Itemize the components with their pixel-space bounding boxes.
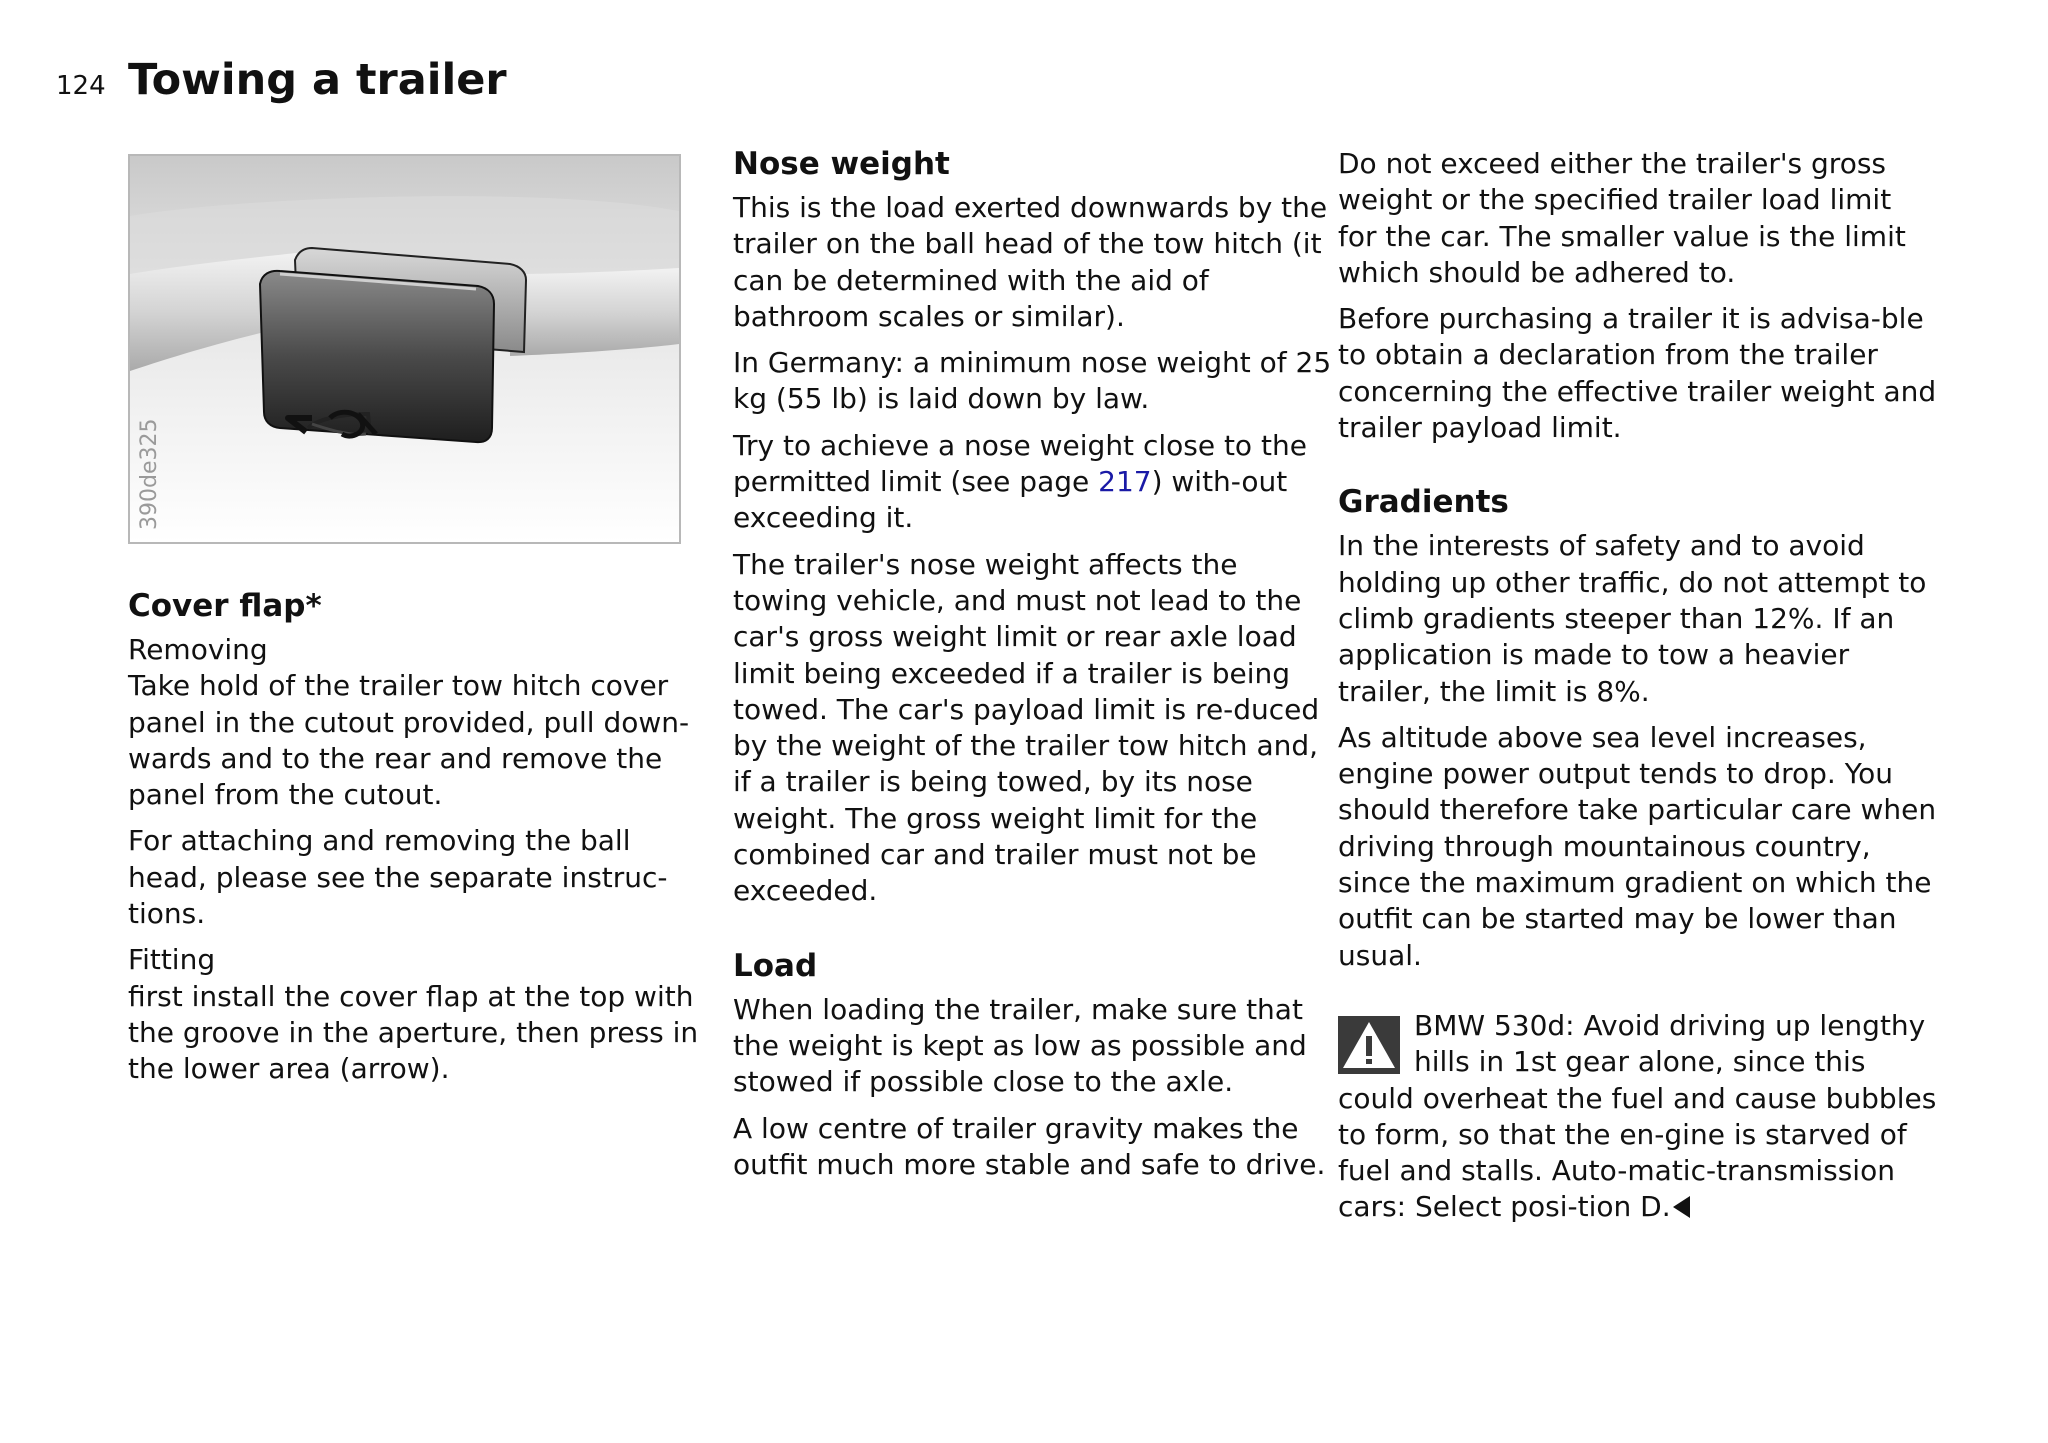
cover-flap-heading: Cover flap* [128,588,322,624]
nose-weight-paragraph-4: The trailer's nose weight affects the towing vehicle, and must not lead to the car's gross weight limit or rear axle load limit being exceeded if a trailer is being towed. The car's payload limit is re-duced by the weight of the trailer tow hitch and, if a trailer is being towed, by its nose weight. The gross weight limit for the combined car and trailer must not be exceeded. [733,547,1320,908]
ball-head-paragraph: For attaching and removing the ball head, please see the separate instruc-tions. [128,824,668,931]
nose-weight-heading: Nose weight [733,146,950,182]
nose-weight-paragraph-1: This is the load exerted downwards by the trailer on the ball head of the tow hitch (it can be determined with the aid of bathroom scales or similar). [733,191,1328,333]
load-paragraph-2: A low centre of trailer gravity makes the outfit much more stable and safe to drive. [733,1111,1326,1181]
removing-label: Removing [128,633,268,666]
trailer-limit-paragraph: Do not exceed either the trailer's gross weight or the specified trailer load limit for the car. The smaller value is the limit which should be adhered to. [1338,147,1906,289]
cover-flap-section [128,588,713,1088]
gradients-paragraph-1: In the interests of safety and to avoid holding up other traffic, do not attempt to climb gradients steeper than 12%. If an application is made to tow a heavier trailer, the limit is 8%. [1338,529,1927,708]
nose-weight-p3-after: ) with-out exceeding it. [733,465,1288,535]
gradients-paragraph-2: As altitude above sea level increases, engine power output tends to drop. You should therefore take particular care when driving through mountainous country, since the maximum gradient on which the outfit can be started may be lower than usual. [1338,720,1937,972]
end-mark-icon [1673,1196,1690,1218]
warning-note [1338,1008,1938,1226]
load-heading: Load [733,947,818,984]
fitting-text: first install the cover flap at the top with the groove in the aperture, then press in the lower area (arrow). [128,979,699,1086]
cover-flap-figure [128,154,681,544]
warning-text: BMW 530d: Avoid driving up lengthy hills in 1st gear alone, since this could overheat the fuel and cause bubbles to form, so that the en-gine is starved of fuel and stalls. Auto-matic-transmission cars: Select posi-tion D. [1338,1008,1937,1224]
removing-paragraph [128,632,713,813]
warning-triangle-icon [1338,1016,1400,1074]
declaration-paragraph: Before purchasing a trailer it is advisa-ble to obtain a declaration from the trailer concerning the effective trailer weight and trailer payload limit. [1338,302,1937,445]
load-paragraph-1: When loading the trailer, make sure that the weight is kept as low as possible and stowed if possible close to the axle. [733,992,1307,1099]
nose-weight-p3-before: Try to achieve a nose weight close to the permitted limit (see page [733,428,1307,499]
figure-code: 390de325 [137,418,162,530]
page-217-link[interactable]: 217 [1098,465,1152,499]
gradients-heading: Gradients [1338,484,1509,521]
column-left [128,146,713,1098]
warning-paragraph [1338,1008,1938,1226]
fitting-paragraph [128,942,713,1087]
page-number: 124 [56,71,106,101]
column-right [1338,146,1938,1226]
nose-weight-paragraph-3 [733,428,1338,537]
tow-hitch-cover-illustration [130,156,679,542]
page-title: Towing a trailer [128,55,507,105]
fitting-label: Fitting [128,943,216,977]
removing-text: Take hold of the trailer tow hitch cover panel in the cutout provided, pull down-wards and to the rear and remove the panel from the cutout. [128,669,690,812]
column-middle [733,146,1338,1193]
nose-weight-paragraph-2: In Germany: a minimum nose weight of 25 kg (55 lb) is laid down by law. [733,346,1332,416]
